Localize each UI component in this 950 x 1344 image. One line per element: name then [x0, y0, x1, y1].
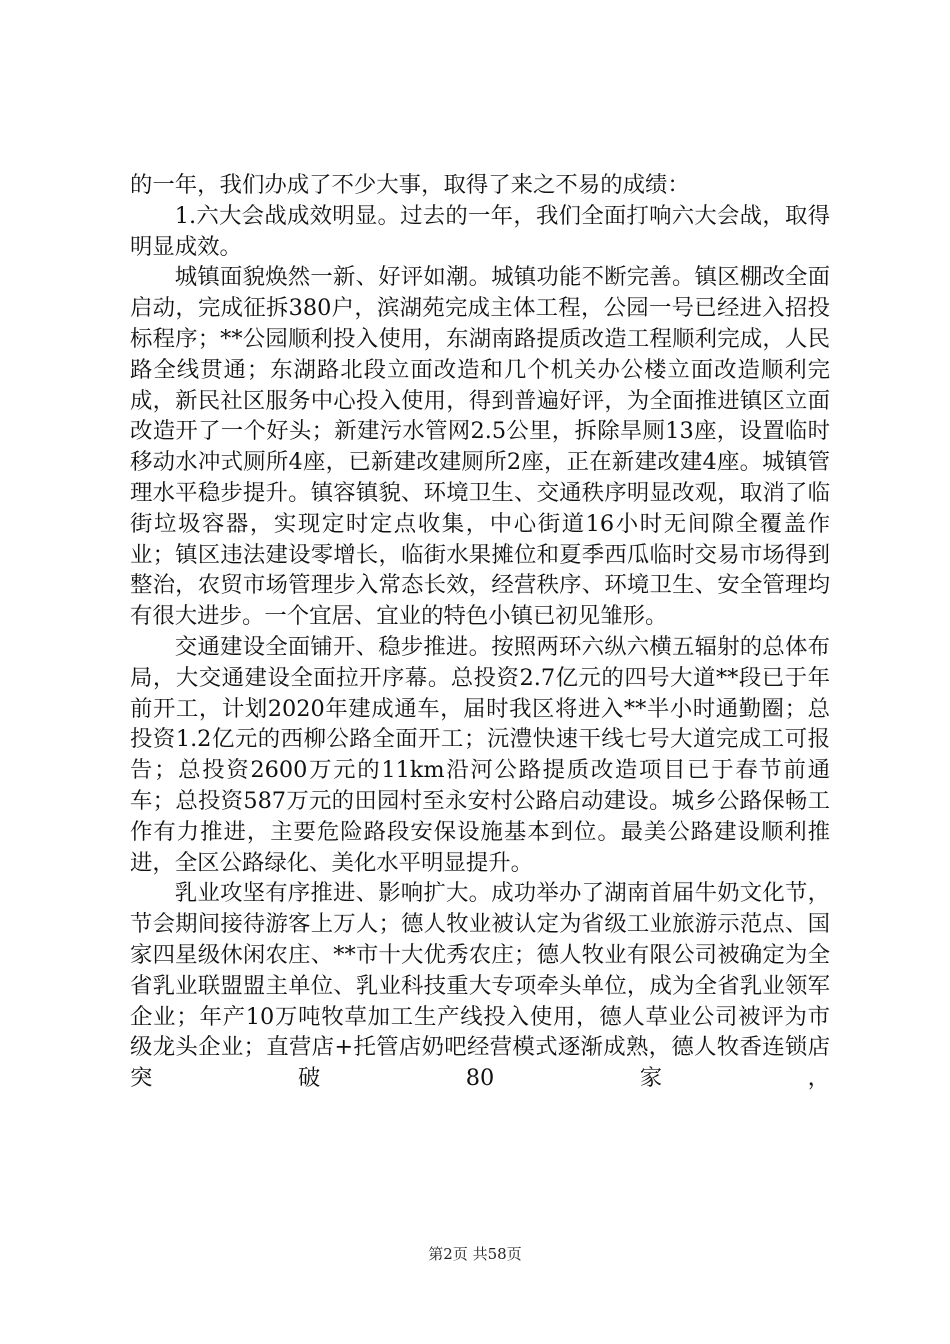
paragraph-town-appearance: 城镇面貌焕然一新、好评如潮。城镇功能不断完善。镇区棚改全面启动，完成征拆380户，滨湖苑完成主体工程，公园一号已经进入招投标程序；**公园顺利投入使用，东湖南路提质改造工程顺利完成，人民路全线贯通；东湖路北段立面改造和几个机关办公楼立面改造顺利完成，新民社区服务中心投入使用，得到普遍好评，为全面推进镇区立面改造开了一个好头；新建污水管网2.5公里，拆除旱厕13座，设置临时移动水冲式厕所4座，已新建改建厕所2座，正在新建改建4座。城镇管理水平稳步提升。镇容镇貌、环境卫生、交通秩序明显改观，取消了临街垃圾容器，实现定时定点收集，中心街道16小时无间隙全覆盖作业；镇区违法建设零增长，临街水果摊位和夏季西瓜临时交易市场得到整治，农贸市场管理步入常态长效，经营秩序、环境卫生、安全管理均有很大进步。一个宜居、宜业的特色小镇已初见雏形。	[130, 264, 830, 630]
paragraph-transport: 交通建设全面铺开、稳步推进。按照两环六纵六横五辐射的总体布局，大交通建设全面拉开序幕。总投资2.7亿元的四号大道**段已于年前开工，计划2020年建成通车，届时我区将进入**半小时通勤圈；总投资1.2亿元的西柳公路全面开工；沅澧快速干线七号大道完成工可报告；总投资2600万元的11km沿河公路提质改造项目已于春节前通车；总投资587万元的田园村至永安村公路启动建设。城乡公路保畅工作有力推进，主要危险路段安保设施基本到位。最美公路建设顺利推进，全区公路绿化、美化水平明显提升。	[130, 633, 830, 876]
paragraph-continuation: 的一年，我们办成了不少大事，取得了来之不易的成绩：	[130, 172, 690, 198]
page-footer: 第2页 共58页	[428, 1245, 522, 1263]
paragraph-section-heading: 1.六大会战成效明显。过去的一年，我们全面打响六大会战，取得明显成效。	[130, 202, 830, 260]
paragraph-dairy: 乳业攻坚有序推进、影响扩大。成功举办了湖南首届牛奶文化节，节会期间接待游客上万人；德人牧业被认定为省级工业旅游示范点、国家四星级休闲农庄、**市十大优秀农庄；德人牧业有限公司被确定为全省乳业联盟盟主单位、乳业科技重大专项牵头单位，成为全省乳业领军企业；年产10万吨牧草加工生产线投入使用，德人草业公司被评为市级龙头企业；直营店+托管店奶吧经营模式逐渐成熟，德人牧香连锁店突破80家，	[130, 880, 830, 1092]
body-text	[130, 170, 830, 1094]
